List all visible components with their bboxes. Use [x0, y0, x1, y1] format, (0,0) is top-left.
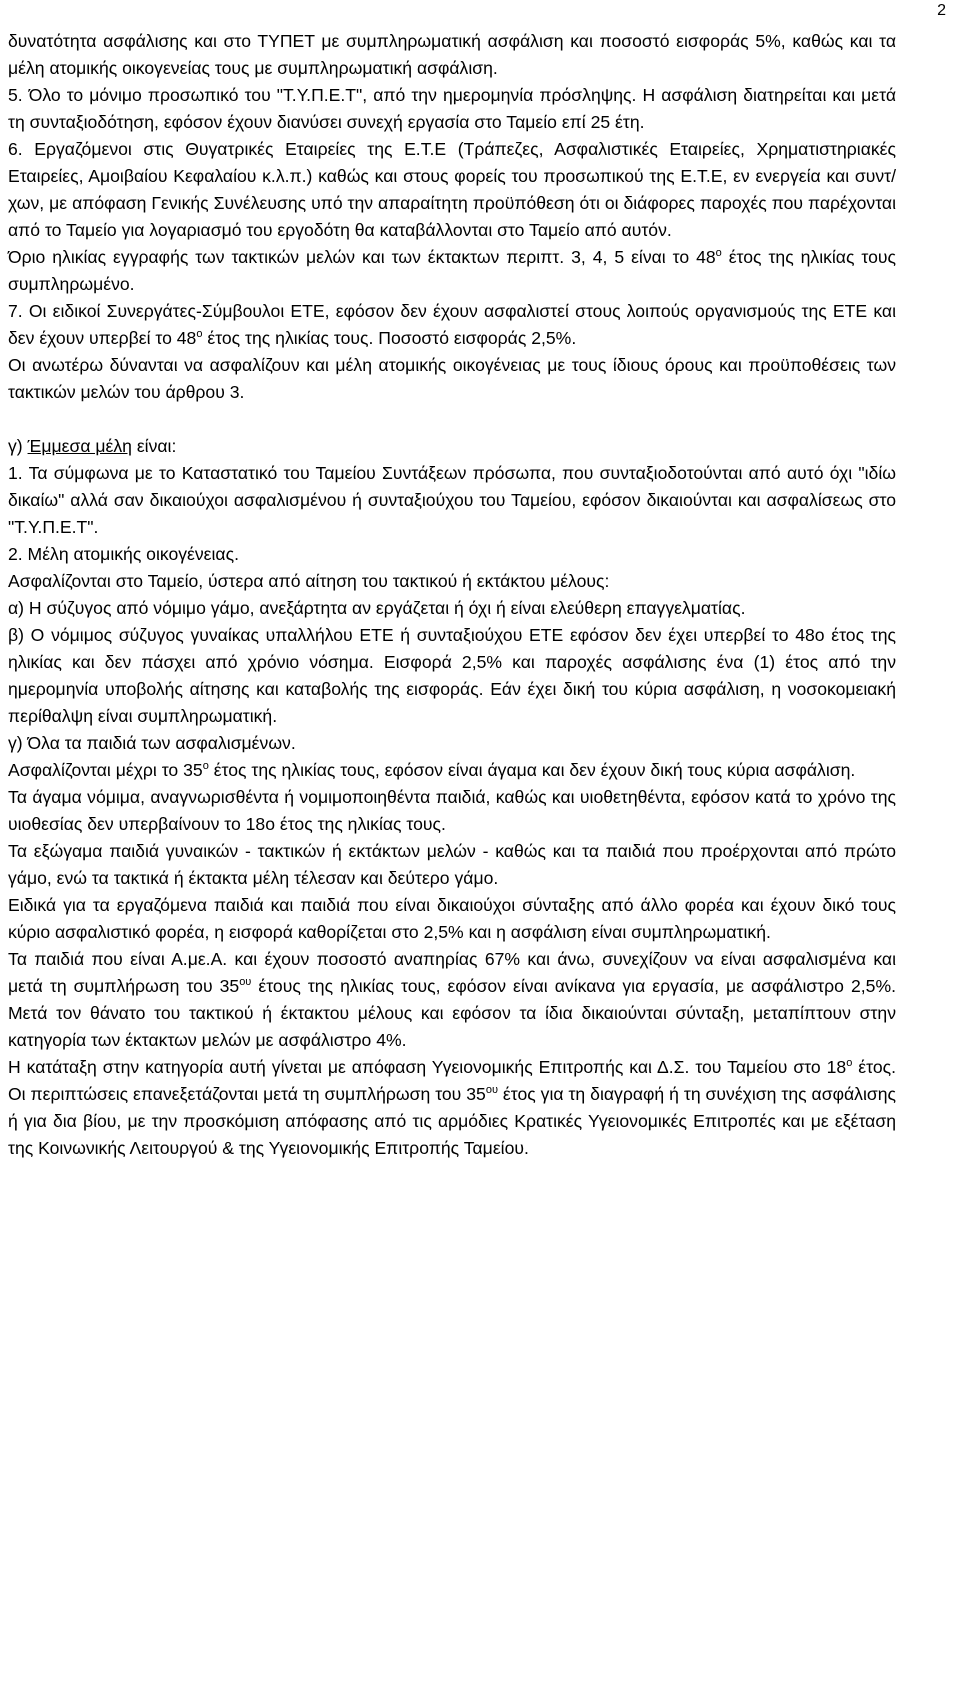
- text-run: έτος της ηλικίας τους, εφόσον είναι άγαμα και δεν έχουν δική τους κύρια ασφάλιση.: [208, 760, 856, 780]
- paragraph: [8, 757, 896, 784]
- section-heading: [8, 433, 896, 460]
- paragraph: [8, 1054, 896, 1162]
- paragraph: Οι ανωτέρω δύνανται να ασφαλίζουν και μέλη ατομικής οικογένειας με τους ίδιους όρους και προϋποθέσεις των τακτικών μελών του άρθρου 3.: [8, 355, 896, 402]
- text-run: Η κατάταξη στην κατηγορία αυτή γίνεται με απόφαση Υγειονομικής Επιτροπής και Δ.Σ. του Ταμείου στο 18: [8, 1057, 847, 1077]
- superscript: ο: [202, 760, 209, 772]
- superscript: ο: [715, 247, 722, 259]
- paragraph: 5. Όλο το μόνιμο προσωπικό του "Τ.Υ.Π.Ε.Τ", από την ημερομηνία πρόσληψης. Η ασφάλιση διατηρείται και μετά τη συνταξιοδότηση, εφόσον έχουν διανύσει συνεχή εργασία στο Ταμείο επί 25 έτη.: [8, 85, 896, 132]
- paragraph: 2. Μέλη ατομικής οικογένειας.: [8, 544, 239, 564]
- superscript: ο: [196, 328, 203, 340]
- paragraph: Τα άγαμα νόμιμα, αναγνωρισθέντα ή νομιμοποιηθέντα παιδιά, καθώς και υιοθετηθέντα, εφόσον κατά το χρόνο της υιοθεσίας δεν υπερβαίνουν το 18ο έτος της ηλικίας τους.: [8, 787, 896, 834]
- superscript: ου: [239, 976, 252, 988]
- text-run: 7. Οι ειδικοί Συνεργάτες-Σύμβουλοι ΕΤΕ, εφόσον δεν έχουν ασφαλιστεί στους λοιπούς οργανισμούς της ΕΤΕ και δεν έχουν υπερβεί το 48: [8, 301, 896, 348]
- text-run: Όριο ηλικίας εγγραφής των τακτικών μελών και των έκτακτων περιπτ. 3, 4, 5 είναι το 48: [8, 247, 716, 267]
- paragraph: Ειδικά για τα εργαζόμενα παιδιά και παιδιά που είναι δικαιούχοι σύνταξης από άλλο φορέα και έχουν δικό τους κύριο ασφαλιστικό φορέα, η εισφορά καθορίζεται στο 2,5% και η ασφάλιση είναι συμπληρωματική.: [8, 895, 896, 942]
- paragraph: 1. Τα σύμφωνα με το Καταστατικό του Ταμείου Συντάξεων πρόσωπα, που συνταξιοδοτούνται από αυτό όχι "ιδίω δικαίω" αλλά σαν δικαιούχοι ασφαλισμένου ή συνταξιούχου του Ταμείου, εφόσον δικαιούνται και ασφαλίσεως στο "Τ.Υ.Π.Ε.Τ".: [8, 463, 896, 537]
- text-run: έτους της ηλικίας τους, εφόσον είναι ανίκανα για εργασία, με ασφάλιστρο 2,5%. Μετά τον θάνατο του τακτικού ή έκτακτου μέλους και εφόσον τα ίδια δικαιούνται σύνταξη, μεταπίπτουν στην κατηγορία των έκτακτων μελών με ασφάλιστρο 4%.: [8, 976, 896, 1050]
- paragraph: β) Ο νόμιμος σύζυγος γυναίκας υπαλλήλου ΕΤΕ ή συνταξιούχου ΕΤΕ εφόσον δεν έχει υπερβεί το 48ο έτος της ηλικίας και δεν πάσχει από χρόνιο νόσημα. Εισφορά 2,5% και παροχές ασφάλισης ένα (1) έτος από την ημερομηνία υποβολής αίτησης και καταβολής της εισφοράς. Εάν έχει δική του κύρια ασφάλιση, η νοσοκομειακή περίθαλψη είναι συμπληρωματική.: [8, 625, 896, 726]
- text-run: έτος για τη διαγραφή ή τη συνέχιση της ασφάλισης ή για δια βίου, με την προσκόμιση απόφασης από τις αρμόδιες Κρατικές Υγειονομικές Επιτροπές και με εξέταση της Κοινωνικής Λειτουργού & της Υγειονομικής Επιτροπής Ταμείου.: [8, 1084, 896, 1158]
- paragraph: 6. Εργαζόμενοι στις Θυγατρικές Εταιρείες της Ε.Τ.Ε (Τράπεζες, Ασφαλιστικές Εταιρείες, Χρηματιστηριακές Εταιρείες, Αμοιβαίου Κεφαλαίου κ.λ.π.) καθώς και στους φορείς του προσωπικού της Ε.Τ.Ε, εν ενεργεία και συντ/χων, με απόφαση Γενικής Συνέλευσης υπό την απαραίτητη προϋπόθεση ότι οι διάφορες παροχές που παρέχονται από το Ταμείο για λογαριασμό του εργοδότη θα καταβάλλονται στο Ταμείο από αυτόν.: [8, 139, 896, 240]
- text-run: έτος της ηλικίας τους συμπληρωμένο.: [8, 247, 896, 294]
- superscript: ου: [485, 1084, 498, 1096]
- paragraph: Ασφαλίζονται στο Ταμείο, ύστερα από αίτηση του τακτικού ή εκτάκτου μέλους:: [8, 571, 610, 591]
- paragraph: [8, 946, 896, 1054]
- text-run: είναι:: [131, 436, 177, 456]
- text-run: έτος της ηλικίας τους. Ποσοστό εισφοράς 2,5%.: [202, 328, 577, 348]
- superscript: ο: [846, 1057, 853, 1069]
- text-run: έτος. Οι περιπτώσεις επανεξετάζονται μετά τη συμπλήρωση του 35: [8, 1057, 896, 1104]
- paragraph: Τα εξώγαμα παιδιά γυναικών - τακτικών ή εκτάκτων μελών - καθώς και τα παιδιά που προέρχονται από πρώτο γάμο, ενώ τα τακτικά ή έκτακτα μέλη τέλεσαν και δεύτερο γάμο.: [8, 841, 896, 888]
- underlined-term: Έμμεσα μέλη: [27, 436, 132, 456]
- text-run: γ): [8, 436, 28, 456]
- text-run: Τα παιδιά που είναι Α.με.Α. και έχουν ποσοστό αναπηρίας 67% και άνω, συνεχίζουν να είναι ασφαλισμένα και μετά τη συμπλήρωση του 35: [8, 949, 896, 996]
- paragraph: [8, 298, 896, 352]
- paragraph: γ) Όλα τα παιδιά των ασφαλισμένων.: [8, 733, 296, 753]
- document-body: [8, 28, 896, 1162]
- paragraph: δυνατότητα ασφάλισης και στο ΤΥΠΕΤ με συμπληρωματική ασφάλιση και ποσοστό εισφοράς 5%, καθώς και τα μέλη ατομικής οικογενείας τους με συμπληρωματική ασφάλιση.: [8, 31, 896, 78]
- page-number: 2: [937, 2, 946, 19]
- blank-line: [8, 406, 896, 433]
- text-run: Ασφαλίζονται μέχρι το 35: [8, 760, 203, 780]
- paragraph: [8, 244, 896, 298]
- paragraph: α) Η σύζυγος από νόμιμο γάμο, ανεξάρτητα αν εργάζεται ή όχι ή είναι ελεύθερη επαγγελματίας.: [8, 598, 746, 618]
